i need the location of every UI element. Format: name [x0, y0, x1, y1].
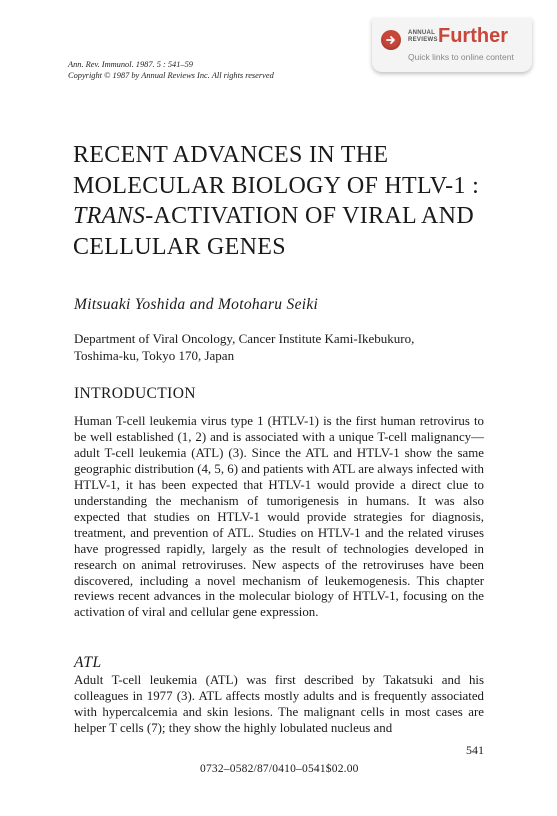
atl-paragraph: Adult T-cell leukemia (ATL) was first described by Takatsuki and his colleagues in 1977 (3). ATL affects mostly adults and is frequently associated with hypercalcemia and skin lesions. The malignant cells in most cases are helper T cells (7); they show the highly lobulated nucleus and: [74, 673, 484, 735]
banner-annual-text: ANNUAL: [408, 30, 436, 36]
journal-citation: Ann. Rev. Immunol. 1987. 5 : 541–59: [68, 60, 193, 69]
title-italic: TRANS: [73, 203, 146, 230]
atl-heading: ATL: [74, 654, 102, 671]
copyright-notice: Copyright © 1987 by Annual Reviews Inc. All rights reserved: [68, 71, 274, 80]
arrow-icon: [381, 30, 401, 50]
author-affiliation: [74, 330, 494, 364]
banner-further-text: Further: [438, 25, 508, 47]
article-authors: Mitsuaki Yoshida and Motoharu Seiki: [74, 296, 319, 313]
affiliation-line-1: Department of Viral Oncology, Cancer Institute Kami-Ikebukuro,: [74, 331, 415, 346]
further-banner[interactable]: [372, 18, 532, 72]
title-part-2: -ACTIVATION OF VIRAL AND CELLULAR GENES: [73, 203, 474, 260]
banner-subtitle: Quick links to online content: [408, 52, 514, 62]
banner-publisher: [408, 30, 438, 43]
banner-reviews-text: REVIEWS: [408, 36, 438, 43]
introduction-paragraph: Human T-cell leukemia virus type 1 (HTLV-1) is the first human retrovirus to be well established (1, 2) and is associated with a unique T-cell malignancy—adult T-cell leukemia (ATL) (3). Since the ATL and HTLV-1 show the same geographic distribution (4, 5, 6) and patients with ATL are always infected with HTLV-1, it has been expected that HTLV-1 would provide a direct clue to understanding the mechanism of tumorigenesis in humans. It was also expected that studies on HTLV-1 would provide strategies for diagnosis, treatment, and prevention of ATL. Studies on HTLV-1 and the related viruses have progressed rapidly, largely as the result of technologies developed in research on animal retroviruses. New aspects of the retroviruses have been discovered, including a novel mechanism of leukemogenesis. This chapter reviews recent advances in the molecular biology of HTLV-1, focusing on the activation of viral and cellular gene expression.: [74, 414, 484, 620]
article-code: 0732–0582/87/0410–0541$02.00: [200, 763, 359, 775]
title-part-1: RECENT ADVANCES IN THE MOLECULAR BIOLOGY OF HTLV-1 :: [73, 142, 480, 199]
introduction-heading: INTRODUCTION: [74, 385, 196, 402]
journal-citation-block: [68, 59, 274, 81]
page-number: 541: [466, 743, 484, 757]
article-title: [73, 140, 513, 262]
affiliation-line-2: Toshima-ku, Tokyo 170, Japan: [74, 348, 235, 363]
